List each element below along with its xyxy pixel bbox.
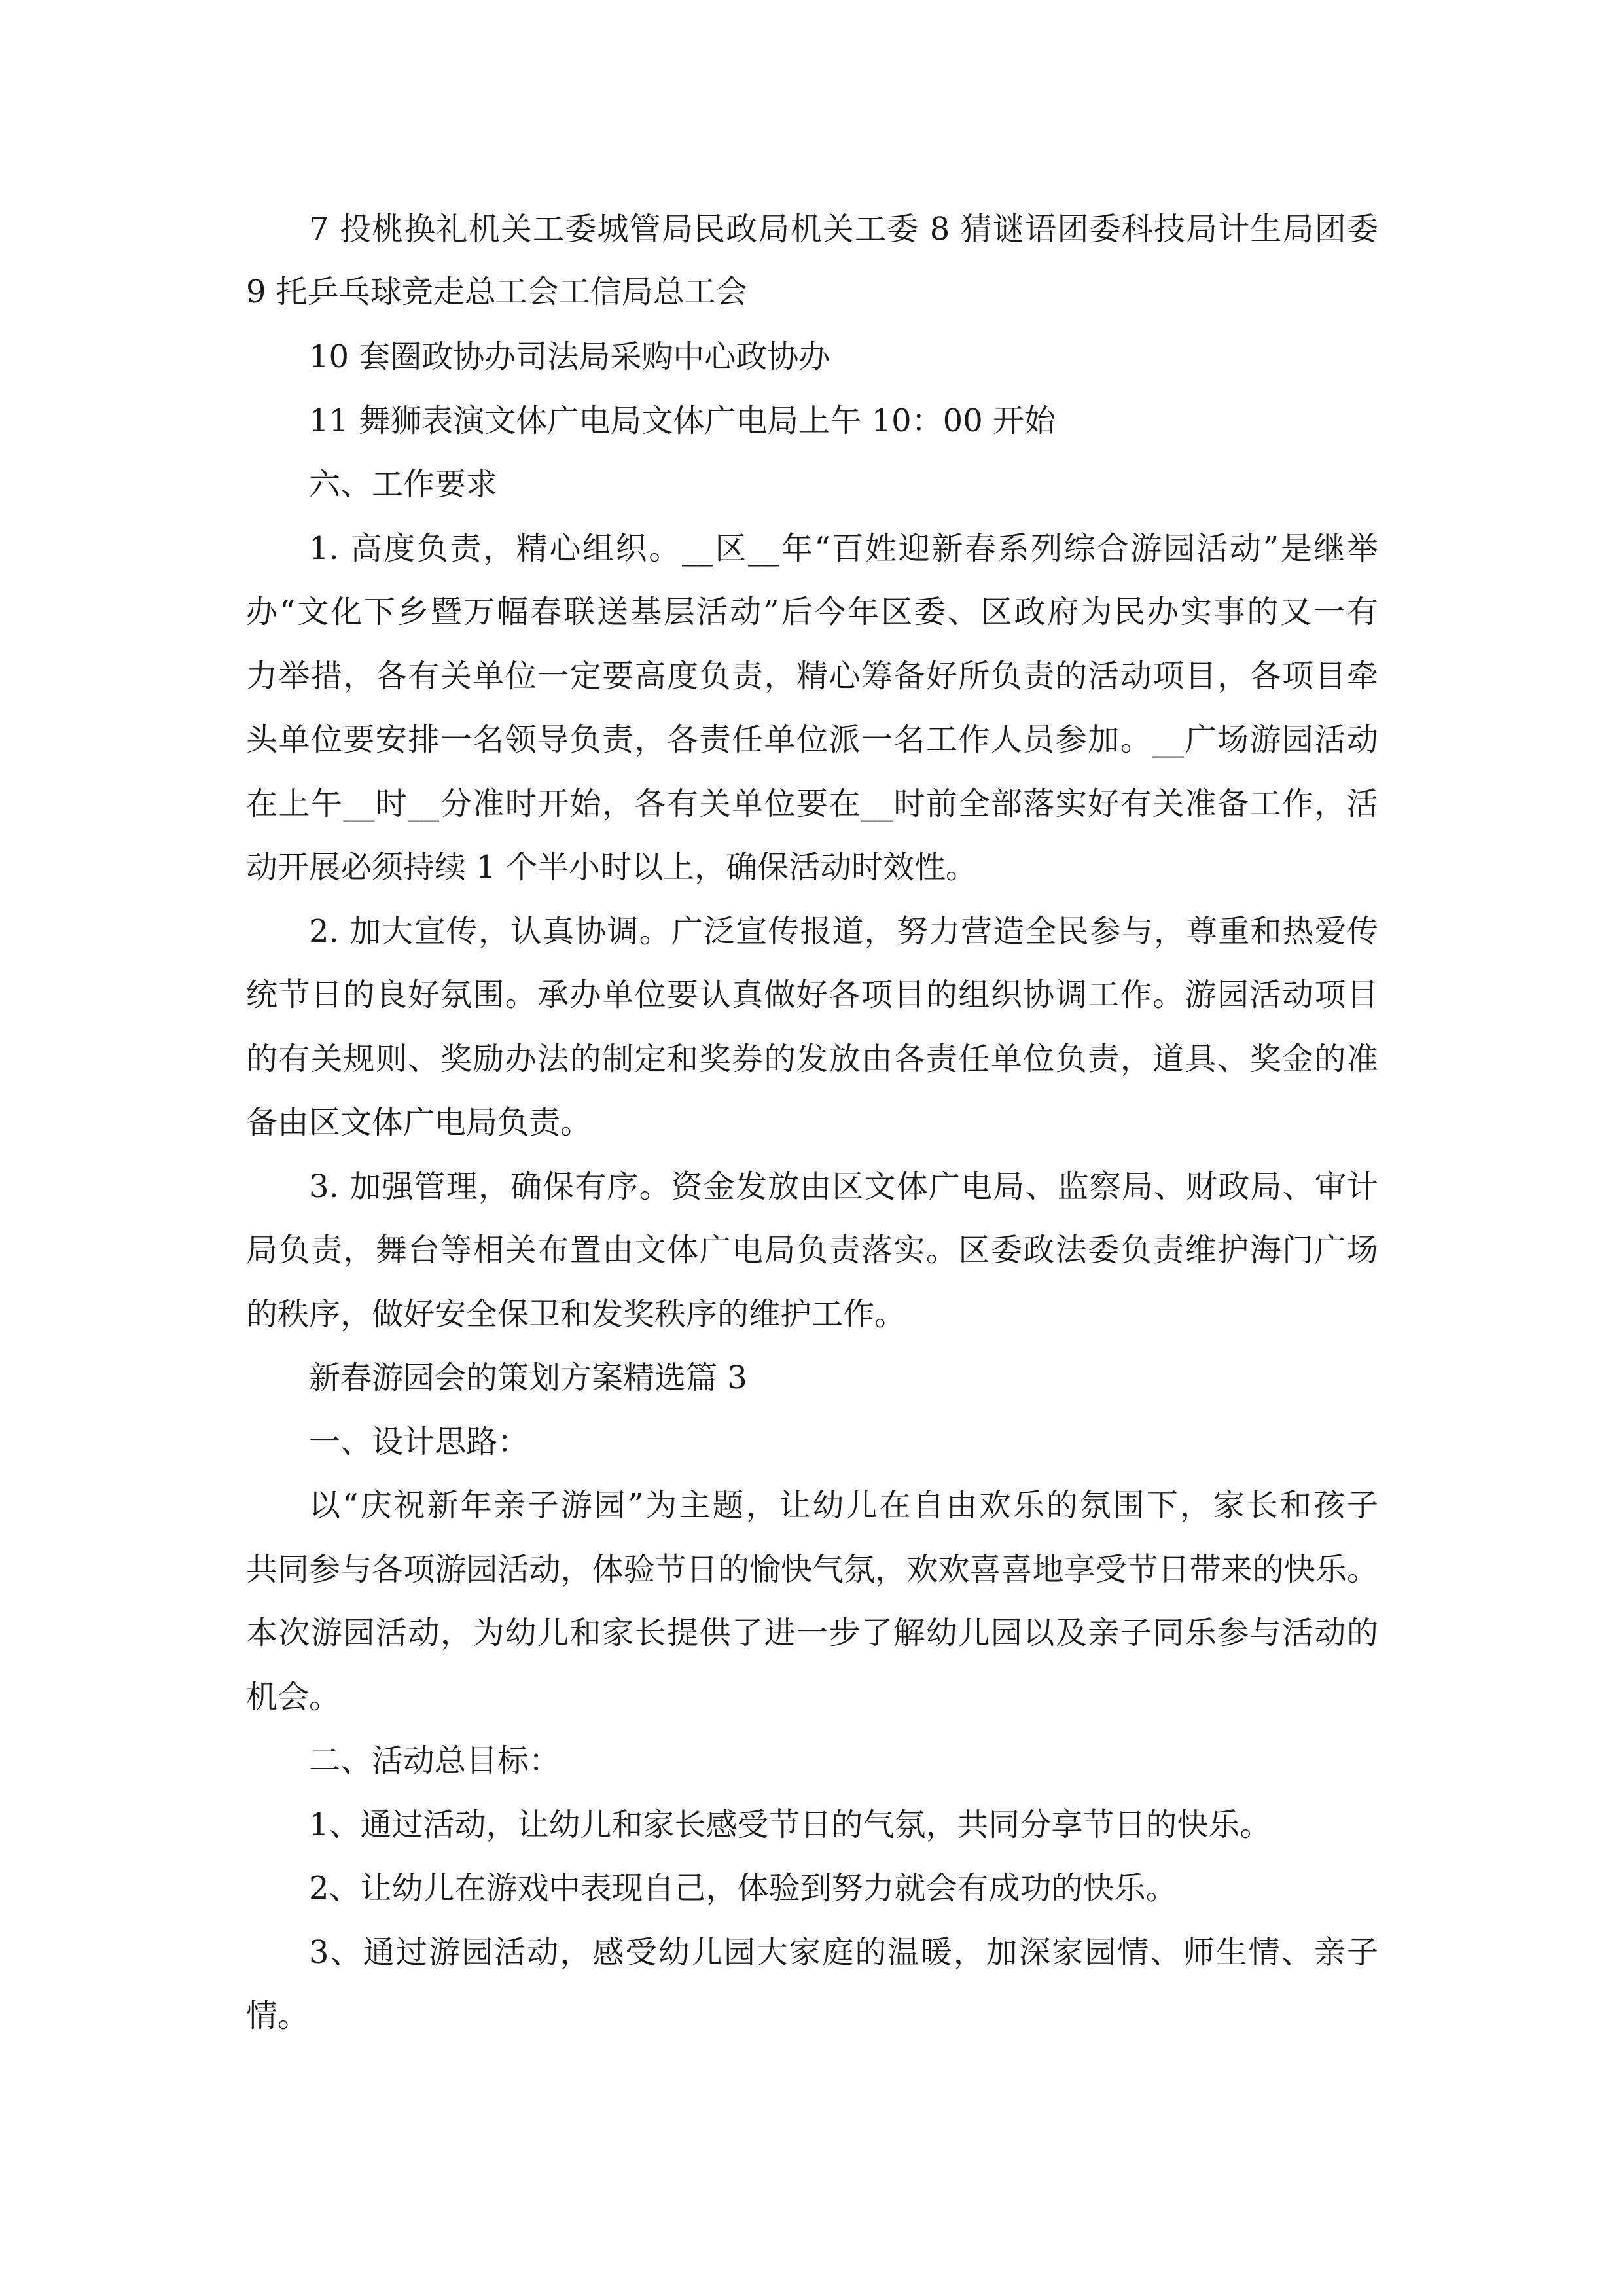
- text-line: 动开展必须持续 1 个半小时以上，确保活动时效性。: [246, 849, 978, 886]
- section-title: 新春游园会的策划方案精选篇 3: [309, 1359, 747, 1396]
- text-line: 统节日的良好氛围。承办单位要认真做好各项目的组织协调工作。游园活动项目: [246, 977, 1378, 1013]
- text-line: 以“庆祝新年亲子游园”为主题，让幼儿在自由欢乐的氛围下，家长和孩子: [309, 1487, 1378, 1524]
- text-line: 2. 加大宣传，认真协调。广泛宣传报道，努力营造全民参与，尊重和热爱传: [309, 913, 1378, 950]
- section-heading: 一、设计思路：: [309, 1424, 529, 1460]
- text-line: 头单位要安排一名领导负责，各责任单位派一名工作人员参加。__广场游园活动: [246, 721, 1378, 758]
- text-line: 情。: [246, 1998, 310, 2034]
- section-heading: 六、工作要求: [309, 466, 498, 503]
- text-line: 9 托乒乓球竞走总工会工信局总工会: [246, 274, 747, 310]
- text-line: 11 舞狮表演文体广电局文体广电局上午 10：00 开始: [309, 403, 1056, 439]
- text-line: 局负责，舞台等相关布置由文体广电局负责落实。区委政法委负责维护海门广场: [246, 1232, 1378, 1268]
- text-line: 1. 高度负责，精心组织。__区__年“百姓迎新春系列综合游园活动”是继举: [309, 530, 1378, 567]
- text-line: 力举措，各有关单位一定要高度负责，精心筹备好所负责的活动项目，各项目牵: [246, 658, 1378, 694]
- text-line: 3、通过游园活动，感受幼儿园大家庭的温暖，加深家园情、师生情、亲子: [309, 1934, 1378, 1971]
- text-line: 3. 加强管理，确保有序。资金发放由区文体广电局、监察局、财政局、审计: [309, 1168, 1378, 1205]
- text-line: 7 投桃换礼机关工委城管局民政局机关工委 8 猜谜语团委科技局计生局团委: [309, 211, 1378, 247]
- section-heading: 二、活动总目标：: [309, 1742, 561, 1779]
- text-line: 共同参与各项游园活动，体验节日的愉快气氛，欢欢喜喜地享受节日带来的快乐。: [246, 1551, 1378, 1588]
- text-line: 2、让幼儿在游戏中表现自己，体验到努力就会有成功的快乐。: [309, 1870, 1177, 1907]
- text-line: 的有关规则、奖励办法的制定和奖券的发放由各责任单位负责，道具、奖金的准: [246, 1041, 1378, 1077]
- text-line: 的秩序，做好安全保卫和发奖秩序的维护工作。: [246, 1296, 906, 1333]
- text-line: 本次游园活动，为幼儿和家长提供了进一步了解幼儿园以及亲子同乐参与活动的: [246, 1615, 1378, 1651]
- text-line: 1、通过活动，让幼儿和家长感受节日的气氛，共同分享节日的快乐。: [309, 1806, 1272, 1843]
- text-line: 备由区文体广电局负责。: [246, 1104, 592, 1141]
- text-line: 办“文化下乡暨万幅春联送基层活动”后今年区委、区政府为民办实事的又一有: [246, 594, 1378, 630]
- text-line: 10 套圈政协办司法局采购中心政协办: [309, 338, 830, 375]
- text-line: 机会。: [246, 1679, 341, 1715]
- text-line: 在上午__时__分准时开始，各有关单位要在__时前全部落实好有关准备工作，活: [246, 785, 1378, 822]
